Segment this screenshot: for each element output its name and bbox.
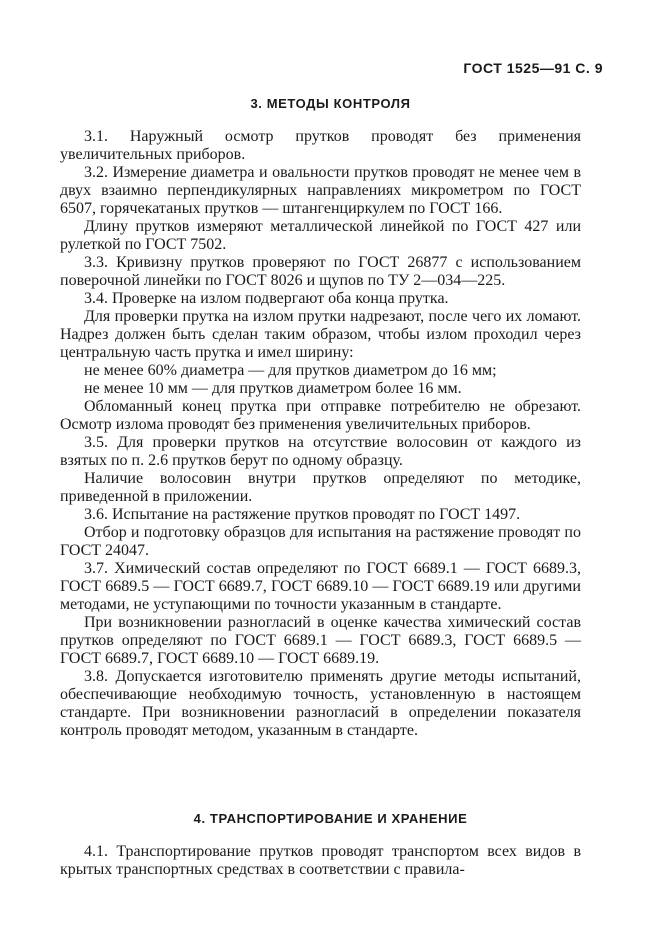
running-header: ГОСТ 1525—91 С. 9: [463, 60, 603, 76]
paragraph-4-1: 4.1. Транспортирование прутков проводят транспортом всех видов в крытых транспортных средствах в соответствии с правила-: [60, 843, 581, 878]
section-4-body: [60, 843, 581, 879]
paragraph-3-6: 3.6. Испытание на растяжение прутков проводят по ГОСТ 1497.: [84, 506, 521, 523]
list-item-width-10: не менее 10 мм — для прутков диаметром более 16 мм.: [84, 380, 462, 397]
list-item-width-60: не менее 60% диаметра — для прутков диаметром до 16 мм;: [84, 362, 497, 379]
paragraph-3-7: 3.7. Химический состав определяют по ГОСТ 6689.1 — ГОСТ 6689.3, ГОСТ 6689.5 — ГОСТ 6689.7, ГОСТ 6689.10 — ГОСТ 6689.19 или другими методами, не уступающими по точности указанным в стандарте.: [60, 560, 581, 613]
paragraph-broken-end: Обломанный конец прутка при отправке потребителю не обрезают. Осмотр излома проводят без применения увеличительных приборов.: [60, 398, 581, 433]
section-4-title: 4. ТРАНСПОРТИРОВАНИЕ И ХРАНЕНИЕ: [193, 811, 468, 826]
section-3-body: [60, 128, 581, 740]
paragraph-3-2: 3.2. Измерение диаметра и овальности прутков проводят не менее чем в двух взаимно перпендикулярных направлениях микрометром по ГОСТ 6507, горячекатаных прутков — штангенциркулем по ГОСТ 166.: [60, 164, 581, 217]
section-3-title: 3. МЕТОДЫ КОНТРОЛЯ: [250, 96, 411, 111]
paragraph-3-4: 3.4. Проверке на излом подвергают оба конца прутка.: [84, 290, 449, 307]
paragraph-disputes: При возникновении разногласий в оценке качества химический состав прутков определяют по ГОСТ 6689.1 — ГОСТ 6689.3, ГОСТ 6689.5 — ГОСТ 6689.7, ГОСТ 6689.10 — ГОСТ 6689.19.: [60, 614, 581, 667]
paragraph-sampling: Отбор и подготовку образцов для испытания на растяжение проводят по ГОСТ 24047.: [60, 524, 581, 559]
paragraph-3-8: 3.8. Допускается изготовителю применять другие методы испытаний, обеспечивающие необходимую точность, установленную в настоящем стандарте. При возникновении разногласий в определении показателя контроль проводят методом, указанным в стандарте.: [60, 668, 581, 739]
paragraph-fracture-method: Для проверки прутка на излом прутки надрезают, после чего их ломают. Надрез должен быть сделан таким образом, чтобы излом проходил через центральную часть прутка и имел ширину:: [60, 308, 581, 361]
paragraph-hairlines: Наличие волосовин внутри прутков определяют по методике, приведенной в приложении.: [60, 470, 581, 505]
paragraph-3-3: 3.3. Кривизну прутков проверяют по ГОСТ 26877 с использованием поверочной линейки по ГОСТ 8026 и щупов по ТУ 2—034—225.: [60, 254, 581, 289]
paragraph-length: Длину прутков измеряют металлической линейкой по ГОСТ 427 или рулеткой по ГОСТ 7502.: [60, 218, 581, 253]
paragraph-3-5: 3.5. Для проверки прутков на отсутствие волосовин от каждого из взятых по п. 2.6 прутков берут по одному образцу.: [60, 434, 581, 469]
paragraph-3-1: 3.1. Наружный осмотр прутков проводят без применения увеличительных приборов.: [60, 128, 581, 163]
